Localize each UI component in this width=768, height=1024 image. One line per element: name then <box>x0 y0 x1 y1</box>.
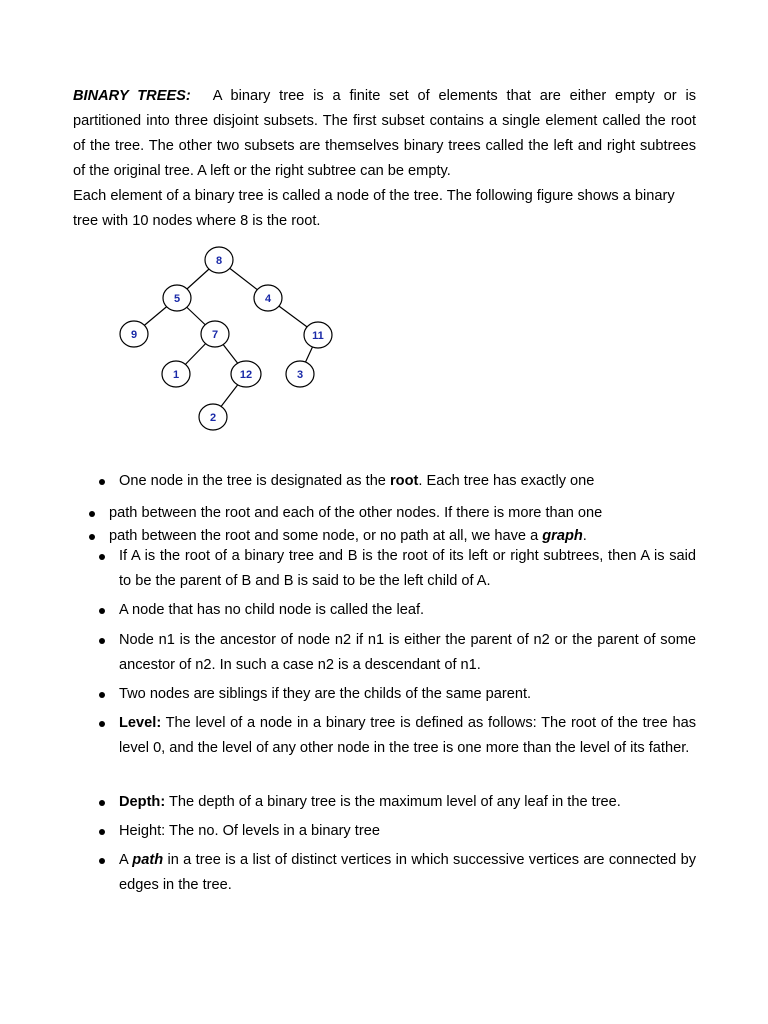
tree-node-label: 8 <box>215 255 223 267</box>
list-item <box>119 628 696 678</box>
section-title: BINARY TREES: <box>73 88 191 104</box>
item-text: Node n1 is the ancestor of node n2 if n1 is either the parent of n2 or the parent of some ancestor of n2. In such a case n2 is a descendant of n1. <box>119 632 696 673</box>
tree-node-label: 3 <box>296 369 304 381</box>
tree-node-label: 4 <box>264 293 272 305</box>
item-term: graph <box>542 528 583 544</box>
item-text: . Each tree has exactly one <box>418 473 595 489</box>
item-text: Height: The no. Of levels in a binary tree <box>119 823 380 839</box>
tree-node-label: 2 <box>209 412 217 424</box>
tree-node-label: 5 <box>173 293 181 305</box>
item-term: root <box>389 473 419 489</box>
item-text: A node that has no child node is called the leaf. <box>119 602 425 618</box>
tree-node-label: 11 <box>312 330 324 342</box>
item-text: If A is the root of a binary tree and B is the root of its left or right subtrees, then A is said to be the parent of B and B is said to be the left child of A. <box>119 548 696 589</box>
list-item <box>119 848 696 898</box>
list-item <box>119 544 696 594</box>
intro-text: A binary tree is a finite set of elements that are either empty or is partitioned into three disjoint subsets. The first subset contains a single element called the root of the tree. The other two subsets are themselves binary trees called the left and right subtrees of the original tree. A left or the right subtree can be empty. <box>73 88 696 179</box>
item-text: . <box>582 528 587 544</box>
item-text: in a tree is a list of distinct vertices in which successive vertices are connected by edges in the tree. <box>119 852 696 893</box>
item-text: One node in the tree is designated as the <box>119 473 390 489</box>
list-item <box>119 819 696 844</box>
item-text: A <box>119 852 133 868</box>
intro-paragraph <box>73 84 696 184</box>
item-term: Depth: <box>119 794 166 810</box>
tree-node-label: 9 <box>130 329 138 341</box>
tree-node-label: 7 <box>211 329 219 341</box>
list-item <box>119 682 696 707</box>
item-text: path between the root and some node, or no path at all, we have a <box>109 528 543 544</box>
item-text: path between the root and each of the other nodes. If there is more than one <box>109 505 603 521</box>
list-item <box>119 469 699 494</box>
tree-node-label: 12 <box>239 369 253 381</box>
intro-paragraph-2: Each element of a binary tree is called a node of the tree. The following figure shows a binary tree with 10 nodes where 8 is the root. <box>73 188 675 229</box>
item-term: path <box>132 852 164 868</box>
list-item <box>109 501 699 526</box>
tree-node-label: 1 <box>172 369 180 381</box>
item-term: Level: <box>119 715 162 731</box>
list-item <box>119 711 696 761</box>
list-item <box>119 790 696 815</box>
binary-tree-diagram <box>0 230 768 440</box>
list-item <box>119 598 696 623</box>
item-text: The level of a node in a binary tree is defined as follows: The root of the tree has level 0, and the level of any other node in the tree is one more than the level of its father. <box>119 715 696 756</box>
item-text: Two nodes are siblings if they are the childs of the same parent. <box>119 686 532 702</box>
item-text: The depth of a binary tree is the maximum level of any leaf in the tree. <box>165 794 621 810</box>
